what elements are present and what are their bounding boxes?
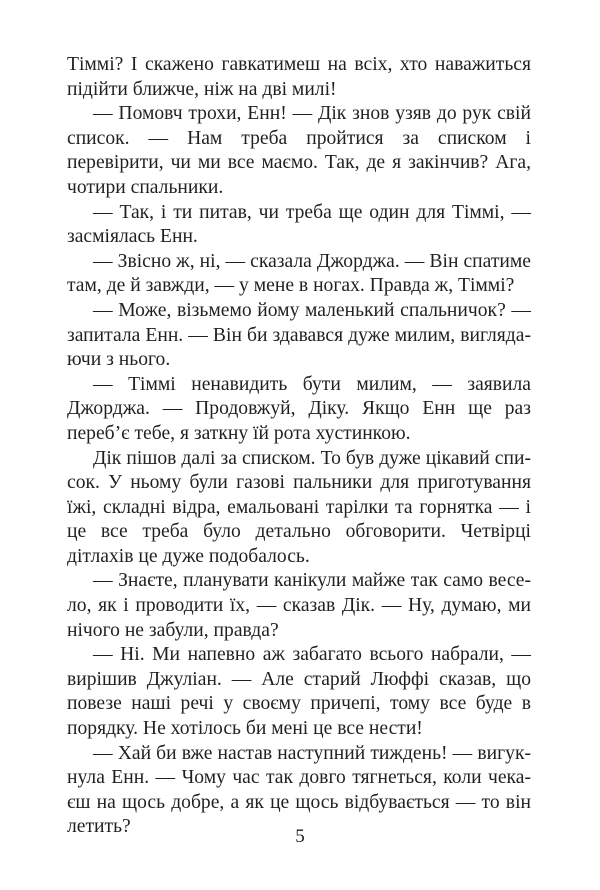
page-number: 5 [295,826,305,847]
paragraph: — Знаєте, планувати канікули майже так само весело, як і проводити їх, — сказав Дік. — Ну, думаю, ми нічого не забули, правда? [67,570,531,641]
page-body [67,53,531,840]
paragraph: — Звісно ж, ні, — сказала Джорджа. — Він спатиме там, де й завжди, — у мене в ногах. Правда ж, Тіммі? [67,250,531,297]
paragraph: — Так, і ти питав, чи треба ще один для Тіммі, — засміялась Енн. [67,201,531,248]
paragraph: — Ні. Ми напевно аж забагато всього набрали, — вирішив Джуліан. — Але старий Люффі сказав, що повезе наші речі у своєму причепі, тому все буде в порядку. Не хотілось би мені це все нести! [67,644,531,740]
paragraph: — Тіммі ненавидить бути милим, — заявила Джорджа. — Продовжуй, Діку. Якщо Енн ще раз переб’є тебе, я заткну їй рота хустинкою. [67,373,531,444]
paragraph: Тіммі? І скажено гавкатимеш на всіх, хто наважиться підійти ближче, ніж на дві милі! [67,54,531,100]
paragraph: — Хай би вже настав наступний тиждень! — вигукнула Енн. — Чому час так довго тягнеться, коли чекаєш на щось добре, а як це щось відбувається — то він летить? [67,742,531,838]
paragraph: — Помовч трохи, Енн! — Дік знов узяв до рук свій список. — Нам треба пройтися за списком і перевірити, чи ми все маємо. Так, де я закінчив? Ага, чотири спальники. [67,103,531,198]
paragraph: — Може, візьмемо йому маленький спальничок? — запитала Енн. — Він би здавався дуже милим, виглядаючи з нього. [67,299,531,371]
paragraph: Дік пішов далі за списком. То був дуже цікавий список. У ньому були газові пальники для приготування їжі, складні відра, емальовані тарілки та горнятка — і це все треба було детально обговорити. Четвірці дітлахів це дуже подобалось. [67,447,531,567]
